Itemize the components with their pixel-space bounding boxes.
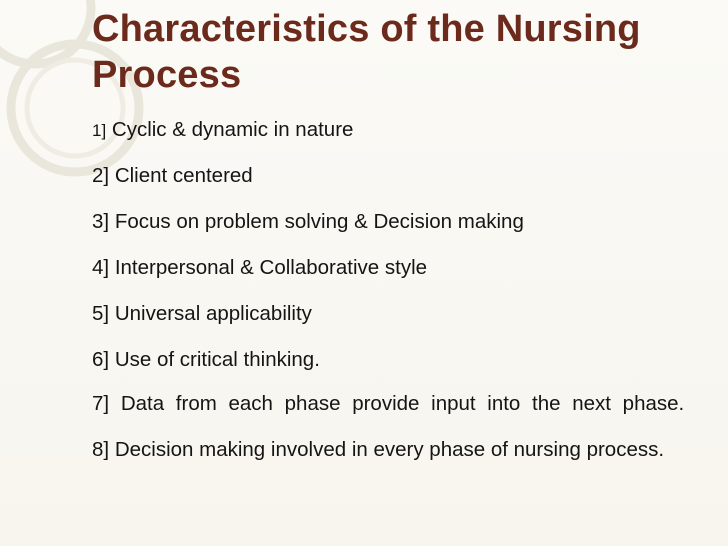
list-item — [92, 153, 708, 199]
list-item — [92, 383, 708, 424]
slide-title: Characteristics of the Nursing Process — [92, 8, 641, 96]
item-number: 3] — [92, 210, 110, 233]
item-text: Use of critical thinking. — [114, 348, 320, 371]
item-number: 6] — [92, 348, 110, 371]
item-number: 8] — [92, 438, 110, 461]
list-item — [92, 429, 708, 470]
item-text: Client centered — [114, 164, 253, 187]
item-text: Focus on problem solving & Decision making — [114, 210, 524, 233]
item-number: 7] — [92, 392, 110, 415]
item-number: 5] — [92, 302, 110, 325]
list-item — [92, 199, 708, 245]
item-number: 2] — [92, 164, 110, 187]
item-number: 4] — [92, 256, 110, 279]
item-text: Interpersonal & Collaborative style — [114, 256, 428, 279]
item-text: Universal applicability — [114, 302, 312, 325]
list-item — [92, 337, 708, 383]
item-text: Cyclic & dynamic in nature — [111, 118, 354, 141]
item-number: 1] — [92, 121, 107, 140]
characteristics-list — [92, 114, 708, 475]
list-item — [92, 245, 708, 291]
list-item — [92, 114, 708, 147]
item-text: Decision making involved in every phase of nursing process. — [114, 438, 665, 461]
item-text: Data from each phase provide input into the next phase. — [120, 392, 685, 415]
list-item — [92, 291, 708, 337]
